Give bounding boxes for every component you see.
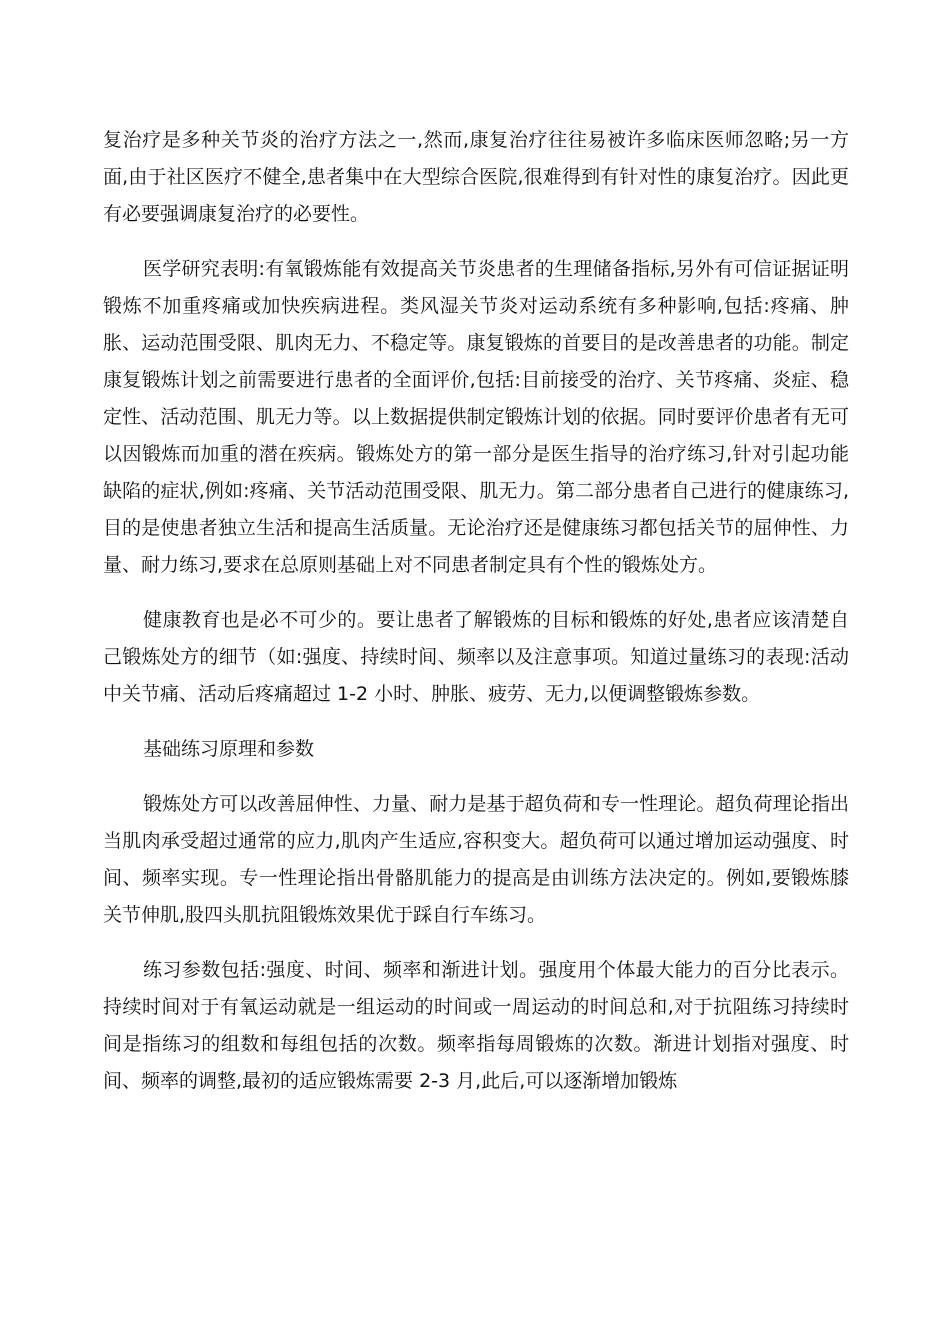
paragraph-overload-theory: 锻炼处方可以改善屈伸性、力量、耐力是基于超负荷和专一性理论。超负荷理论指出当肌肉承受超过通常的应力,肌肉产生适应,容积变大。超负荷可以通过增加运动强度、时间、频率实现。专一性理论指出骨骼肌能力的提高是由训练方法决定的。例如,要锻炼膝关节伸肌,股四头肌抗阻锻炼效果优于踩自行车练习。	[103, 793, 849, 926]
document-page	[103, 122, 849, 1118]
paragraph-research: 医学研究表明:有氧锻炼能有效提高关节炎患者的生理储备指标,另外有可信证据证明锻炼不加重疼痛或加快疾病进程。类风湿关节炎对运动系统有多种影响,包括:疼痛、肿胀、运动范围受限、肌肉无力、不稳定等。康复锻炼的首要目的是改善患者的功能。制定康复锻炼计划之前需要进行患者的全面评价,包括:目前接受的治疗、关节疼痛、炎症、稳定性、活动范围、肌无力等。以上数据提供制定锻炼计划的依据。同时要评价患者有无可以因锻炼而加重的潜在疾病。锻炼处方的第一部分是医生指导的治疗练习,针对引起功能缺陷的症状,例如:疼痛、关节活动范围受限、肌无力。第二部分患者自己进行的健康练习,目的是使患者独立生活和提高生活质量。无论治疗还是健康练习都包括关节的屈伸性、力量、耐力练习,要求在总原则基础上对不同患者制定具有个性的锻炼处方。	[103, 258, 849, 576]
paragraph-health-education: 健康教育也是必不可少的。要让患者了解锻炼的目标和锻炼的好处,患者应该清楚自己锻炼处方的细节（如:强度、持续时间、频率以及注意事项。知道过量练习的表现:活动中关节痛、活动后疼痛超过 1-2 小时、肿胀、疲劳、无力,以便调整锻炼参数。	[103, 609, 849, 705]
paragraph-continuation: 复治疗是多种关节炎的治疗方法之一,然而,康复治疗往往易被许多临床医师忽略;另一方面,由于社区医疗不健全,患者集中在大型综合医院,很难得到有针对性的康复治疗。因此更有必要强调康复治疗的必要性。	[103, 129, 849, 225]
paragraph-exercise-parameters: 练习参数包括:强度、时间、频率和渐进计划。强度用个体最大能力的百分比表示。持续时间对于有氧运动就是一组运动的时间或一周运动的时间总和,对于抗阻练习持续时间是指练习的组数和每组包括的次数。频率指每周锻炼的次数。渐进计划指对强度、时间、频率的调整,最初的适应锻炼需要 2-3 月,此后,可以逐渐增加锻炼	[103, 959, 849, 1092]
section-heading: 基础练习原理和参数	[143, 738, 315, 760]
